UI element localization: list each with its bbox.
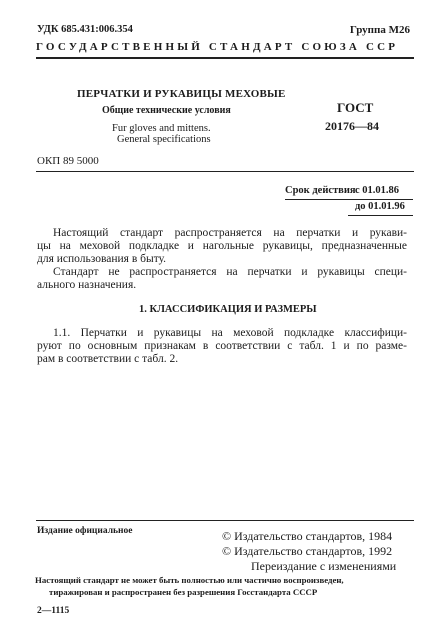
text-line: Настоящий стандарт распространяется на перчатки и рукави- <box>53 227 407 239</box>
validity-to: до 01.01.96 <box>355 201 405 212</box>
text-line: 1.1. Перчатки и рукавицы на меховой подкладке классифици- <box>53 327 407 339</box>
text-line: ального назначения. <box>37 279 137 291</box>
text-line: Стандарт не распространяется на перчатки и рукавицы специ- <box>53 266 407 278</box>
group-code: Группа М26 <box>349 24 410 36</box>
title-english-line1: Fur gloves and mittens. <box>112 123 211 134</box>
footer-rule <box>36 520 414 521</box>
official-edition: Издание официальное <box>37 526 133 536</box>
section-paragraph <box>37 327 407 366</box>
page-code: 2—1115 <box>37 606 70 616</box>
validity-rule-2 <box>348 215 413 216</box>
text-line: руют по основным признакам в соответствии с табл. 1 и по разме- <box>37 340 407 352</box>
document-subtitle: Общие технические условия <box>102 105 231 116</box>
intro-paragraph-2 <box>37 266 407 292</box>
document-title: ПЕРЧАТКИ И РУКАВИЦЫ МЕХОВЫЕ <box>77 88 286 100</box>
gost-label: ГОСТ <box>337 100 374 115</box>
text-line: рам в соответствии с табл. 2. <box>37 353 179 365</box>
title-english-line2: General specifications <box>117 134 211 145</box>
agency-header: ГОСУДАРСТВЕННЫЙ СТАНДАРТ СОЮЗА ССР <box>36 41 399 53</box>
intro-paragraph-1 <box>37 227 407 266</box>
copyright-notice-line2: тиражирован и распространен без разрешения Госстандарта СССР <box>49 587 318 597</box>
reprint-note: Переиздание с изменениями <box>251 559 397 573</box>
validity-rule-1 <box>285 199 413 200</box>
validity-label: Срок действия <box>285 185 356 196</box>
okp-code: ОКП 89 5000 <box>37 155 99 167</box>
validity-from: с 01.01.86 <box>355 185 400 196</box>
gost-number: 20176—84 <box>325 119 379 133</box>
udk-code: УДК 685.431:006.354 <box>37 24 133 35</box>
text-line: цы на меховой подкладке и нагольные рукавицы, предназначенные <box>37 240 407 252</box>
section-heading: 1. КЛАССИФИКАЦИЯ И РАЗМЕРЫ <box>139 304 317 315</box>
copyright-1992: © Издательство стандартов, 1992 <box>222 544 393 558</box>
header-rule <box>36 57 414 59</box>
okp-rule <box>36 171 414 172</box>
copyright-1984: © Издательство стандартов, 1984 <box>222 529 393 543</box>
copyright-notice-line1: Настоящий стандарт не может быть полностью или частично воспроизведен, <box>35 575 344 585</box>
text-line: для использования в быту. <box>37 253 167 265</box>
